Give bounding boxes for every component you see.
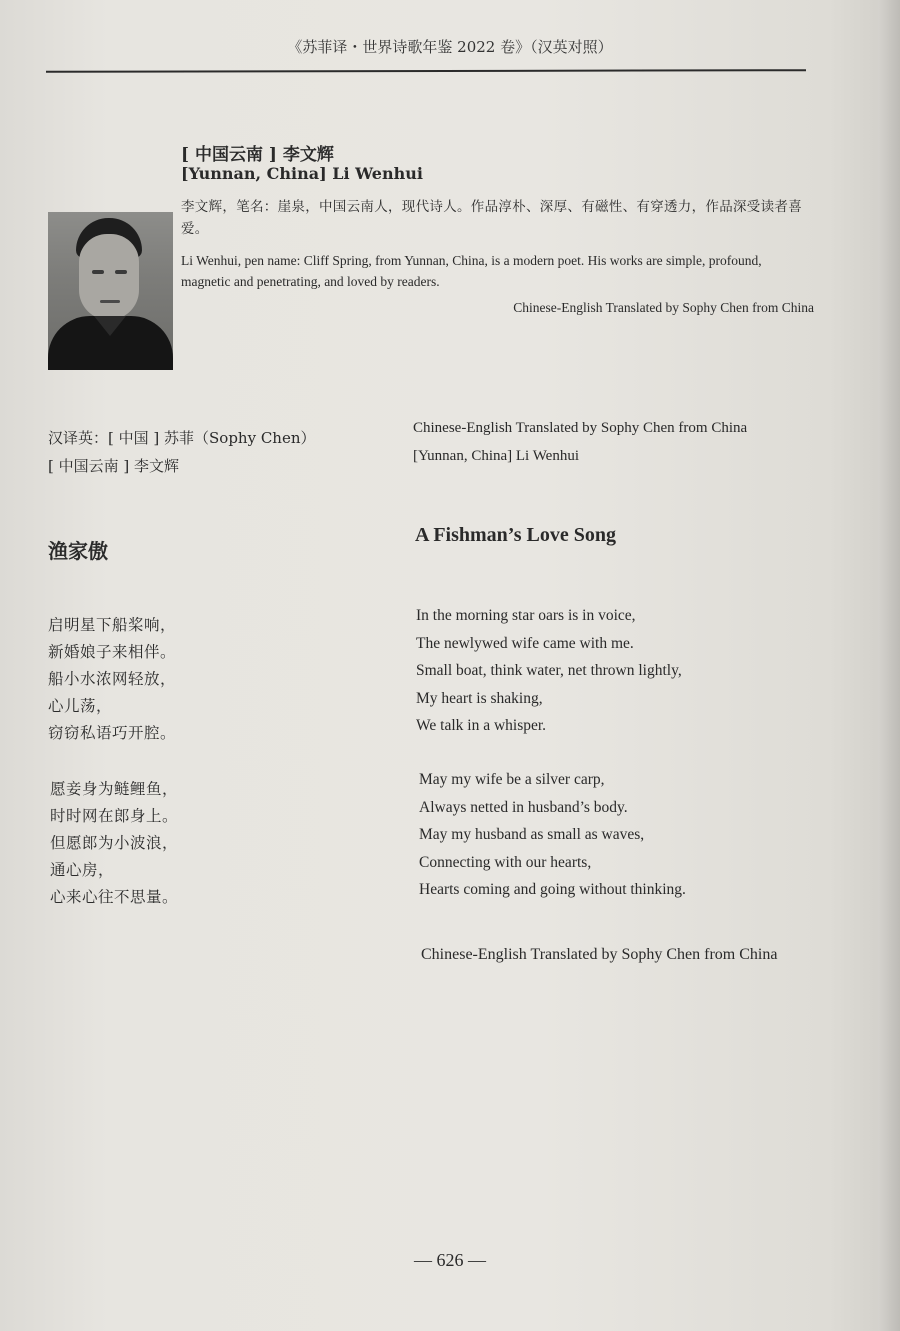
verse-line: 船小水浓网轻放， — [48, 670, 177, 688]
poem-en-stanza-2 — [419, 766, 686, 904]
verse-line: 但愿郎为小波浪， — [50, 834, 179, 852]
verse-line: 愿妾身为鲢鲤鱼， — [50, 780, 179, 798]
left-translator-line: 汉译英：[ 中国 ] 苏菲（Sophy Chen） — [48, 429, 316, 447]
verse-line: 窃窃私语巧开腔。 — [48, 724, 177, 742]
author-name-en: [Yunnan, China] Li Wenhui — [181, 164, 423, 183]
author-name-cn: [ 中国云南 ] 李文辉 — [181, 145, 334, 165]
page-number: — 626 — — [414, 1250, 486, 1270]
poem-cn-stanza-2 — [50, 776, 178, 911]
verse-line: We talk in a whisper. — [416, 717, 547, 734]
left-author-line: [ 中国云南 ] 李文辉 — [48, 457, 180, 475]
bio-english: Li Wenhui, pen name: Cliff Spring, from Yunnan, China, is a modern poet. His works are simple, profound, magnetic and penetrating, and loved by readers. — [181, 253, 762, 289]
verse-line: Connecting with our hearts, — [419, 853, 592, 871]
verse-line: 时时网在郎身上。 — [50, 807, 179, 825]
bio-chinese: 李文辉，笔名：崖泉，中国云南人，现代诗人。作品淳朴、深厚、有磁性、有穿透力，作品深受读者喜爱。 — [181, 199, 802, 237]
poem-title-cn: 渔家傲 — [48, 539, 108, 563]
verse-line: May my husband as small as waves, — [419, 826, 645, 843]
verse-line: Always netted in husband’s body. — [419, 798, 628, 816]
bio-credit: Chinese-English Translated by Sophy Chen from China — [513, 300, 814, 315]
poem-en-stanza-1 — [416, 602, 682, 740]
poem-cn-stanza-1 — [48, 612, 176, 747]
verse-line: 心来心往不思量。 — [50, 888, 179, 906]
right-translator-line: Chinese-English Translated by Sophy Chen from China — [413, 420, 748, 436]
running-head: 《苏菲译・世界诗歌年鉴 2022 卷》（汉英对照） — [287, 38, 613, 56]
verse-line: 启明星下船桨响， — [48, 616, 177, 634]
page-edge-shadow — [878, 0, 900, 1331]
verse-line: My heart is shaking, — [416, 689, 543, 707]
verse-line: 通心房， — [50, 861, 115, 879]
poem-translation-credit: Chinese-English Translated by Sophy Chen from China — [421, 946, 778, 963]
verse-line: May my wife be a silver carp, — [419, 771, 605, 788]
verse-line: Hearts coming and going without thinking. — [419, 881, 686, 898]
verse-line: 心儿荡， — [48, 697, 113, 715]
author-photo — [48, 212, 173, 370]
header-rule — [46, 69, 806, 73]
verse-line: In the morning star oars is in voice, — [416, 607, 636, 624]
poem-title-en: A Fishman’s Love Song — [415, 524, 616, 546]
verse-line: Small boat, think water, net thrown lightly, — [416, 662, 682, 679]
right-author-line: [Yunnan, China] Li Wenhui — [413, 448, 579, 464]
verse-line: The newlywed wife came with me. — [416, 634, 634, 652]
verse-line: 新婚娘子来相伴。 — [48, 643, 177, 661]
